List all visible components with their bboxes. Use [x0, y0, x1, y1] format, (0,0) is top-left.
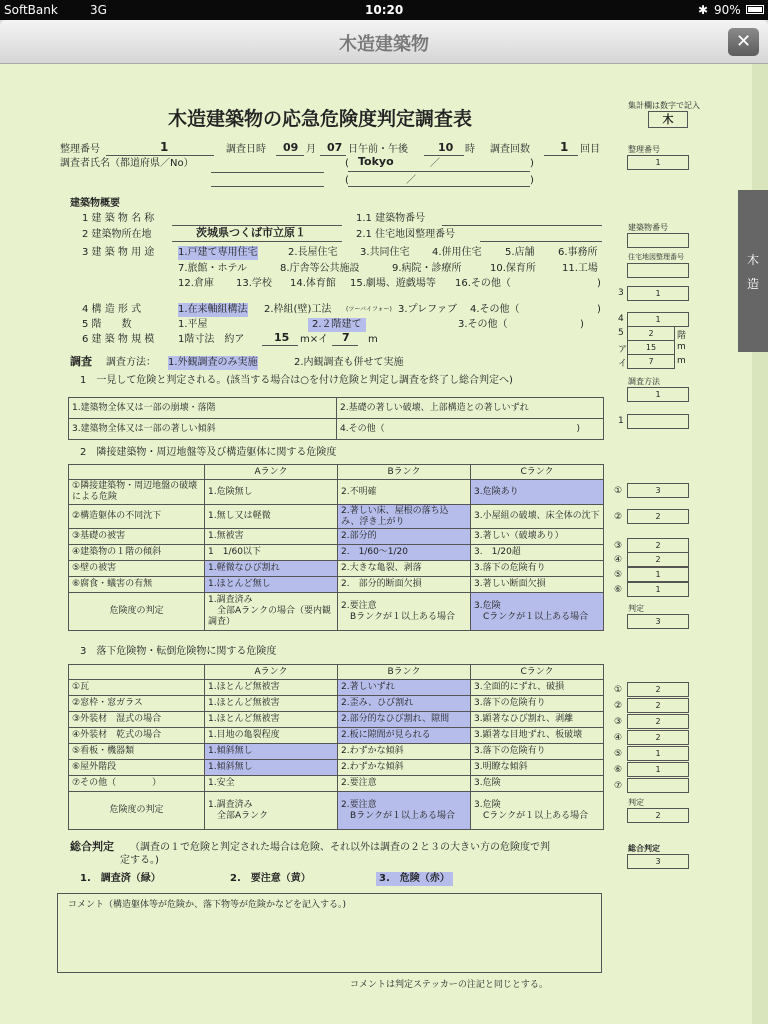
side-s1-box[interactable] [627, 414, 689, 429]
size-i-value: 7 [342, 331, 350, 344]
usage-opt-13[interactable]: 13.学校 [236, 278, 272, 289]
usage-opt-16[interactable]: 16.その他（ [455, 278, 511, 289]
section3-title: 3 落下危険物・転倒危険物に関する危険度 [80, 646, 277, 657]
battery-icon [746, 5, 764, 14]
side-t3-4-label: ④ [614, 733, 623, 743]
usage-opt-3[interactable]: 3.共同住宅 [360, 247, 410, 258]
t3-item-3: ③外装材 湿式の場合 [69, 712, 205, 728]
side-t2-5-box[interactable]: 1 [627, 567, 689, 582]
side-r5-box[interactable]: 2 [627, 326, 675, 341]
clock: 10:20 [365, 3, 404, 17]
section1-table [68, 397, 604, 440]
comment-box[interactable] [57, 893, 602, 973]
status-bar [0, 0, 768, 20]
paren-close-1: ) [530, 158, 534, 169]
paren-open-2: ( [345, 175, 349, 186]
network-label: 3G [90, 3, 107, 17]
t3-item-6: ⑥屋外階段 [69, 760, 205, 776]
side-ri-unit: m [677, 356, 686, 366]
usage-opt-7[interactable]: 7.旅館・ホテル [178, 263, 248, 274]
side-bldgno-box[interactable] [627, 233, 689, 248]
side-t2-6-label: ⑥ [614, 585, 623, 595]
side-t2-4-box[interactable]: 2 [627, 552, 689, 567]
side-t2-5-label: ⑤ [614, 570, 623, 580]
overall-opt-1[interactable]: 1. 調査済（緑） [80, 873, 161, 884]
t2-item-3: ③基礎の被害 [69, 529, 205, 545]
count-box: 木 [648, 111, 688, 128]
inspector-pref: Tokyo [358, 155, 394, 168]
seiri-label: 整理番号 [60, 144, 100, 155]
side-r5-label: 5 [618, 328, 624, 338]
side-t2-4-label: ④ [614, 555, 623, 565]
side-t2-6-box[interactable]: 1 [627, 582, 689, 597]
side-t3-1-label: ① [614, 685, 623, 695]
overall-desc: （調査の１で危険と判定された場合は危険、それ以外は調査の２と３の大きい方の危険度で判 [130, 842, 550, 853]
side-method-label: 調査方法 [628, 377, 660, 386]
side-t2-3-label: ③ [614, 541, 623, 551]
size-x: m×イ [300, 334, 329, 345]
t3-item-2: ②窓枠・窓ガラス [69, 696, 205, 712]
side-r4-box[interactable]: 1 [627, 312, 689, 327]
overall-opt-2[interactable]: 2. 要注意（黄） [230, 873, 311, 884]
t2-item-5: ⑤壁の被害 [69, 561, 205, 577]
side-t3-3-box[interactable]: 2 [627, 714, 689, 729]
size-a-value: 15 [274, 331, 290, 344]
bldg-no-label: 1.1 建築物番号 [356, 213, 426, 224]
side-ra-box[interactable]: 15 [627, 340, 675, 355]
side-judge3-label: 判定 [628, 798, 644, 807]
side-method-box[interactable]: 1 [627, 387, 689, 402]
size-m: m [368, 334, 378, 345]
size-desc: 1階寸法 約ア [178, 334, 245, 345]
paren-close-2: ) [530, 175, 534, 186]
side-mapno-label: 住宅地図整理番号 [628, 253, 684, 261]
method-opt-2[interactable]: 2.内観調査も併せて実施 [294, 357, 404, 368]
side-t3-3-label: ③ [614, 717, 623, 727]
usage-label: 3 建 築 物 用 途 [82, 247, 155, 258]
side-seiri-label: 整理番号 [628, 145, 660, 154]
section2-table: Aランク Bランク Cランク ①隣接建築物・周辺地盤の破壊による危険 1.危険無し 2.不明確 3.危険あり ②構造躯体の不同沈下 1.無し又は軽微 2.著しい床、屋根の落ち込み、浮き上がり 3.小屋組の破壊、床全体の沈下 ③基礎の被害 1.無被害 2.部分的 3.著しい（破壊あり） ④建築物の１階の傾斜 1 1/60以下 2. 1/60～1/20 3. 1/20超 ⑤壁の被害 1.軽微なひび割れ 2.大きな亀裂、剥落 3.落下の危険有り ⑥腐食・蟻害の有無 1.ほとんど無し 2. 部分的断面欠損 3.著しい断面欠損 危険度の判定 1.調査済み 全部Aランクの場合（要内観調査） 2.要注意 Bランクが１以上ある場合 3.危険 Cランクが１以上ある場合 [68, 464, 604, 631]
t2-head-a: Aランク [205, 465, 338, 480]
usage-opt-9[interactable]: 9.病院・診療所 [392, 263, 462, 274]
t2-head-b: Bランク [338, 465, 471, 480]
side-ri-box[interactable]: 7 [627, 354, 675, 369]
floors-opt-2[interactable]: 2.２階建て [308, 318, 366, 332]
method-label: 調査方法： [106, 357, 156, 368]
side-overall-label: 総合判定 [628, 844, 660, 853]
t2-item-1: ①隣接建築物・周辺地盤の破壊による危険 [69, 480, 205, 505]
side-t3-7-label: ⑦ [614, 781, 623, 791]
floors-opt-3-close: ) [580, 319, 584, 330]
round-label: 調査回数 [490, 144, 530, 155]
t2-judge: 危険度の判定 [69, 593, 205, 631]
tab-char-1: 木 [746, 253, 759, 267]
form-title: 木造建築物の応急危険度判定調査表 [168, 108, 473, 130]
t2-item-4: ④建築物の１階の傾斜 [69, 545, 205, 561]
side-t3-5-box[interactable]: 1 [627, 746, 689, 761]
t3-head-c: Cランク [471, 665, 604, 680]
side-seiri-box[interactable]: 1 [627, 155, 689, 170]
count-note: 集計欄は数字で記入 [628, 101, 700, 110]
floors-opt-1[interactable]: 1.平屋 [178, 319, 208, 330]
section2-title: 2 隣接建築物・周辺地盤等及び構造躯体に関する危険度 [80, 447, 337, 458]
month-value: 09 [283, 141, 299, 154]
seiri-value: 1 [160, 140, 169, 154]
side-t3-7-box[interactable] [627, 778, 689, 793]
slash-1: ／ [430, 158, 440, 169]
side-t3-6-box[interactable]: 1 [627, 762, 689, 777]
usage-opt-14[interactable]: 14.体育館 [290, 278, 336, 289]
s1-cell-2[interactable]: 2.基礎の著しい破壊、上部構造との著しいずれ [337, 398, 604, 419]
side-r4-label: 4 [618, 314, 624, 324]
round-unit: 回目 [580, 144, 600, 155]
side-t2-1-box[interactable]: 3 [627, 483, 689, 498]
day-unit: 日午前・午後 [348, 144, 408, 155]
bldg-name-label: 1 建 築 物 名 称 [82, 213, 155, 224]
t3-item-5: ⑤看板・機器類 [69, 744, 205, 760]
side-t2-3-box[interactable]: 2 [627, 538, 689, 553]
size-label: 6 建 築 物 規 模 [82, 334, 155, 345]
hour-unit: 時 [465, 144, 475, 155]
t3-head-a: Aランク [205, 665, 338, 680]
usage-opt-11[interactable]: 11.工場 [562, 263, 598, 274]
date-label: 調査日時 [226, 144, 266, 155]
structure-opt-4[interactable]: 4.その他（ [470, 304, 520, 315]
side-ra-label: ア [618, 345, 628, 355]
usage-opt-2[interactable]: 2.長屋住宅 [288, 247, 338, 258]
address-label: 2 建築物所在地 [82, 229, 152, 240]
usage-opt-6[interactable]: 6.事務所 [558, 247, 598, 258]
side-t2-2-label: ② [614, 512, 623, 522]
floors-label: 5 階 数 [82, 319, 132, 330]
inspector-label: 調査者氏名（都道府県／No） [60, 158, 194, 169]
s1-cell-1[interactable]: 1.建築物全体又は一部の崩壊・落階 [69, 398, 337, 419]
side-mapno-box[interactable] [627, 263, 689, 278]
overall-opt-3[interactable]: 3. 危険（赤） [376, 872, 453, 886]
structure-opt-1[interactable]: 1.在来軸組構法 [178, 304, 248, 315]
side-t2-1-label: ① [614, 486, 623, 496]
structure-opt-2-sub: (ツーバイフォー) [346, 306, 392, 313]
side-t3-2-label: ② [614, 701, 623, 711]
bluetooth-icon: ✱ [698, 3, 709, 17]
t2-item-6: ⑥腐食・蟻害の有無 [69, 577, 205, 593]
side-t2-2-box[interactable]: 2 [627, 509, 689, 524]
usage-opt-16-close: ) [597, 278, 601, 289]
side-judge2-box[interactable]: 3 [627, 614, 689, 629]
t3-item-4: ④外装材 乾式の場合 [69, 728, 205, 744]
nav-title: 木造建築物 [339, 34, 429, 55]
hour-value: 10 [438, 141, 454, 154]
structure-opt-2[interactable]: 2.枠組(壁)工法 [264, 304, 332, 315]
side-t3-5-label: ⑤ [614, 749, 623, 759]
structure-opt-3[interactable]: 3.プレファブ [398, 304, 457, 315]
s1-cell-4[interactable]: 4.その他（ ) [337, 419, 604, 440]
structure-opt-4-close: ) [597, 304, 601, 315]
side-t3-4-box[interactable]: 2 [627, 730, 689, 745]
nav-bar [0, 20, 768, 64]
t3-item-7: ⑦その他（ ） [69, 776, 205, 792]
battery-label: 90% [714, 3, 741, 17]
section1-title: 1 一見して危険と判定される。(該当する場合は○を付け危険と判定し調査を終了し総合判定へ) [80, 375, 513, 386]
t3-head-b: Bランク [338, 665, 471, 680]
usage-opt-12[interactable]: 12.倉庫 [178, 278, 214, 289]
side-r5-unit: 階 [677, 331, 687, 341]
tab-char-2: 造 [746, 277, 759, 291]
round-value: 1 [560, 140, 569, 154]
floors-opt-3[interactable]: 3.その他（ [458, 319, 508, 330]
usage-opt-4[interactable]: 4.併用住宅 [432, 247, 482, 258]
overall-title: 総合判定 [70, 840, 114, 853]
t3-item-1: ①瓦 [69, 680, 205, 696]
overall-desc-2: 定する。) [120, 855, 159, 866]
side-ri-label: イ [618, 359, 628, 369]
side-t3-6-label: ⑥ [614, 765, 623, 775]
map-no-label: 2.1 住宅地図整理番号 [356, 229, 456, 240]
usage-opt-1[interactable]: 1.戸建て専用住宅 [178, 247, 258, 258]
method-opt-1[interactable]: 1.外観調査のみ実施 [168, 357, 258, 368]
close-icon: ✕ [735, 31, 752, 52]
carrier-label: SoftBank [4, 3, 58, 17]
usage-opt-5[interactable]: 5.店舗 [505, 247, 535, 258]
side-overall-box[interactable]: 3 [627, 854, 689, 869]
t2-item-2: ②構造躯体の不同沈下 [69, 505, 205, 529]
s1-cell-3[interactable]: 3.建築物全体又は一部の著しい傾斜 [69, 419, 337, 440]
t2-head-c: Cランク [471, 465, 604, 480]
close-button[interactable] [728, 28, 759, 56]
comment-note: コメントは判定ステッカーの注記と同じとする。 [350, 980, 548, 990]
side-bldgno-label: 建築物番号 [628, 223, 668, 232]
day-value: 07 [327, 141, 343, 154]
side-judge2-label: 判定 [628, 604, 644, 613]
bldg-section-title: 建築物概要 [70, 198, 120, 209]
structure-label: 4 構 造 形 式 [82, 304, 142, 315]
month-unit: 月 [306, 144, 316, 155]
survey-label: 調査 [70, 355, 92, 368]
side-r3-box[interactable]: 1 [627, 286, 689, 301]
comment-label: コメント（構造躯体等が危険か、落下物等が危険かなどを記入する。) [68, 900, 347, 910]
side-t3-2-box[interactable]: 2 [627, 698, 689, 713]
side-s1-label: 1 [618, 416, 624, 426]
usage-opt-15[interactable]: 15.劇場、遊戯場等 [350, 278, 436, 289]
usage-opt-10[interactable]: 10.保育所 [490, 263, 536, 274]
side-judge3-box[interactable]: 2 [627, 808, 689, 823]
slash-2: ／ [406, 175, 416, 186]
side-index-tab[interactable] [738, 190, 768, 352]
usage-opt-8[interactable]: 8.庁舎等公共施設 [280, 263, 360, 274]
address-value: 茨城県つくば市立原１ [196, 226, 306, 239]
side-t3-1-box[interactable]: 2 [627, 682, 689, 697]
section3-table: Aランク Bランク Cランク ①瓦 1.ほとんど無被害 2.著しいずれ 3.全面的にずれ、破損 ②窓枠・窓ガラス 1.ほとんど無被害 2.歪み、ひび割れ 3.落下の危険有り ③外装材 湿式の場合 1.ほとんど無被害 2.部分的なひび割れ、隙間 3.顕著なひび割れ、剥離 ④外装材 乾式の場合 1.目地の亀裂程度 2.板に隙間が見られる 3.顕著な目地ずれ、板破壊 ⑤看板・機器類 1.傾斜無し 2.わずかな傾斜 3.落下の危険有り ⑥屋外階段 1.傾斜無し 2.わずかな傾斜 3.明瞭な傾斜 ⑦その他（ ） 1.安全 2.要注意 3.危険 危険度の判定 1.調査済み 全部Aランク 2.要注意 Bランクが１以上ある場合 3.危険 Cランクが１以上ある場合 [68, 664, 604, 830]
paren-open-1: ( [345, 158, 349, 169]
side-r3-label: 3 [618, 288, 624, 298]
side-ra-unit: m [677, 342, 686, 352]
t3-judge: 危険度の判定 [69, 792, 205, 830]
